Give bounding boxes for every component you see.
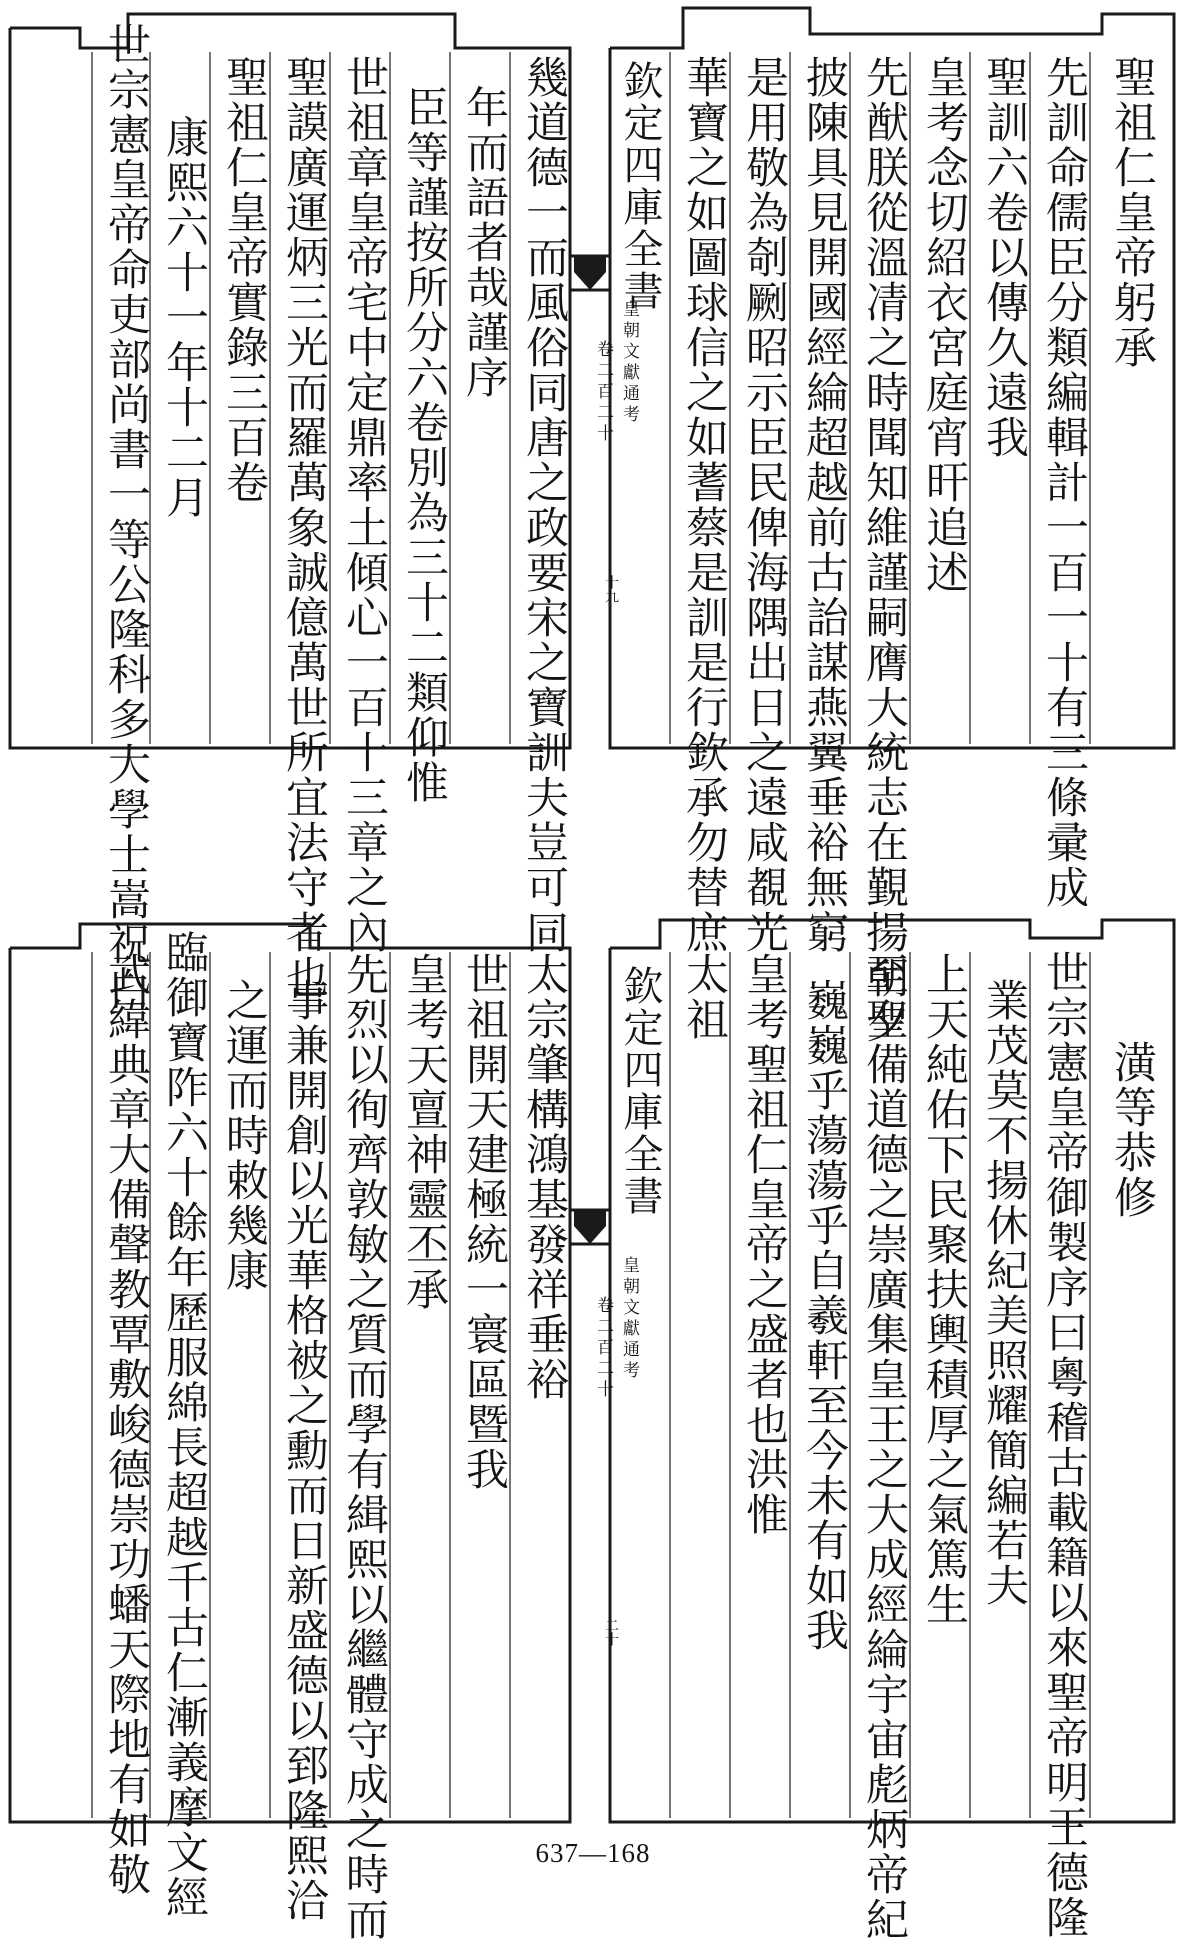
lower-right-column-6: 巍巍乎蕩蕩乎自羲軒至今未有如我	[799, 978, 849, 1653]
lower-left-column-2: 世祖開天建極統一寰區暨我	[459, 952, 509, 1492]
upper-left-column-7: 康熙六十一年十二月	[159, 115, 209, 520]
lower-band-title: 欽定四庫全書	[617, 965, 663, 1217]
lower-right-column-7: 皇考聖祖仁皇帝之盛者也洪惟	[739, 952, 789, 1537]
lower-band-page-number: 二十	[603, 1618, 619, 1646]
upper-right-column-3: 聖訓六卷以傳久遠我	[979, 55, 1029, 460]
upper-left-column-2: 年而語者哉謹序	[459, 85, 509, 400]
lower-left-column-6: 之運而時敕幾康	[219, 978, 269, 1293]
lower-right-column-5: 至聖備道德之崇廣集皇王之大成經綸宇宙彪炳帝紀	[859, 952, 909, 1942]
lower-right-column-2: 世宗憲皇帝御製序曰粵稽古載籍以來聖帝明王德隆	[1039, 950, 1089, 1940]
lower-left-column-5: 事兼開創以光華格被之勳而日新盛德以郅隆熙洽	[279, 978, 329, 1923]
page-footer-number: 637—168	[535, 1838, 651, 1868]
upper-right-column-7: 是用敬為剞劂昭示臣民俾海隅出日之遠咸覩光	[739, 55, 789, 955]
lower-right-column-3: 業茂莫不揚休紀美照耀簡編若夫	[979, 978, 1029, 1608]
upper-right-column-5: 先猷朕從溫凊之時聞知維謹嗣膺大統志在覲揚朝夕	[859, 55, 909, 1045]
lower-band-book: 皇朝文獻通考	[619, 1256, 639, 1382]
upper-band-page-number: 十九	[603, 575, 619, 603]
lower-right-column-4: 上天純佑下民聚扶輿積厚之氣篤生	[919, 952, 969, 1627]
upper-left-column-1: 幾道德一而風俗同唐之政要宋之寶訓夫豈可同	[519, 55, 569, 955]
lower-right-column-8: 太祖	[679, 952, 729, 1042]
lower-left-column-1: 太宗肇構鴻基發祥垂裕	[519, 952, 569, 1402]
upper-left-column-4: 世祖章皇帝宅中定鼎率土傾心一百十三章之內	[339, 55, 389, 955]
lower-left-column-3: 皇考天亶神靈丕承	[399, 952, 449, 1312]
upper-right-column-1: 聖祖仁皇帝躬承	[1107, 55, 1157, 370]
upper-left-column-5: 聖謨廣運炳三光而羅萬象誠億萬世所宜法守者也	[279, 55, 329, 1000]
upper-left-column-8: 世宗憲皇帝命吏部尚書一等公隆科多大學士嵩祝白	[101, 22, 151, 1012]
upper-right-column-8: 華寶之如圖球信之如蓍蔡是訓是行欽承勿替庶	[679, 55, 729, 955]
upper-left-column-3: 臣等謹按所分六卷別為三十二類仰惟	[399, 85, 449, 805]
lower-left-column-7: 臨御寶阼六十餘年歷服綿長超越千古仁漸義摩文經	[159, 930, 209, 1920]
lower-right-column-1: 潢等恭修	[1107, 1040, 1157, 1220]
upper-band-title: 欽定四庫全書	[617, 60, 663, 312]
upper-right-column-6: 披陳具見開國經綸超越前古詒謀燕翼垂裕無窮	[799, 55, 849, 955]
upper-right-column-4: 皇考念切紹衣宮庭宵旰追述	[919, 55, 969, 595]
upper-band-volume: 卷二百二十	[593, 340, 613, 445]
lower-left-column-4: 先烈以徇齊敦敏之質而學有緝熙以繼體守成之時而	[339, 952, 389, 1942]
lower-left-column-8: 武緯典章大備聲教覃敷峻德崇功蟠天際地有如敬	[101, 952, 151, 1897]
upper-right-column-2: 先訓命儒臣分類編輯計一百一十有三條彚成	[1039, 55, 1089, 910]
upper-left-column-6: 聖祖仁皇帝實錄三百卷	[219, 55, 269, 505]
lower-band-volume: 卷二百二十	[593, 1296, 613, 1401]
upper-band-book: 皇朝文獻通考	[619, 300, 639, 426]
